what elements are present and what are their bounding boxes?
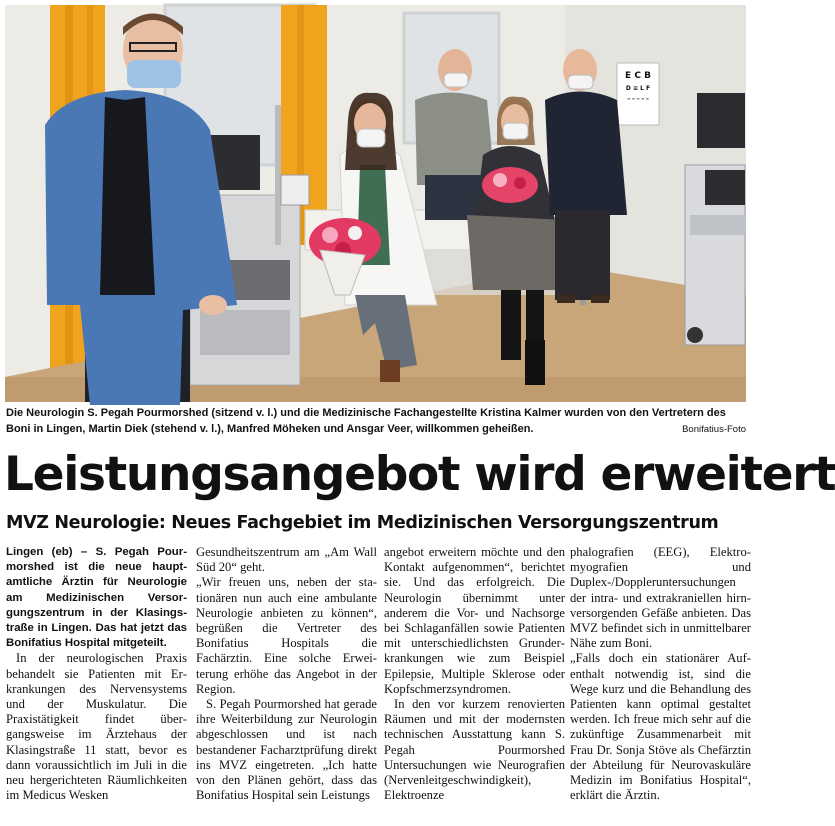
wall-monitor	[697, 93, 745, 148]
article-column-4	[570, 545, 751, 823]
article-column-2	[196, 545, 377, 823]
article-headline: Leistungsangebot wird erweitert	[4, 447, 835, 502]
article-column-1	[6, 545, 187, 823]
caption-text: Die Neurologin S. Pegah Pourmorshed (sitzend v. l.) und die Medizinische Fachangestellte Kristina Kalmer wurden von den Vertretern des Boni in Lingen, Martin Diek (stehend v. l.), Manfred Möheken und Ansgar Veer, willkommen geheißen.	[6, 407, 726, 435]
article-paragraph: Gesundheitszentrum am „Am Wall Süd 20“ geht.	[196, 545, 377, 575]
article-subheadline: MVZ Neurologie: Neues Fachgebiet im Medizinischen Versorgungszentrum	[6, 513, 719, 533]
article-paragraph: angebot erweitern möchte und den Kontakt aufgenommen“, berichtet sie. Und das erfolgreich. Die Neurologin übernimmt unter anderem die Vor- und Nachsorge bei Schlaganfällen sowie Patienten mit unterschiedlichsten Grunderkrankungen wie zum Beispiel Epilepsie, Multiple Sklerose oder Kopfschmerzsyndromen.	[384, 545, 565, 696]
article-lead: Lingen (eb) – S. Pegah Pourmorshed ist die neue hauptamtliche Ärztin für Neurologie am Medizinischen Versorgungszentrum in der Klasingstraße in Lingen. Das hat jetzt das Bonifatius Hospital mitgeteilt.	[6, 546, 187, 650]
article-paragraph: S. Pegah Pourmorshed hat gerade ihre Weiterbildung zur Neurologin abgeschlossen und ist nach bestandener Facharztprüfung direkt ins MVZ eingetreten. „Ich hatte von den Plänen gehört, dass das Bonifatius Hospital sein Leistungs	[196, 697, 377, 803]
article-photo	[5, 5, 746, 402]
article-paragraph: In der neurologischen Praxis behandelt sie Patienten mit Erkrankungen des Nervensystems und der Muskulatur. Die Praxistätigkeit findet übergangsweise im Ärztehaus der Klasingstraße 11 statt, bevor es dann voraussichtlich im Juli in die neu hergerichteten Räumlichkeiten im Medicus Wesken	[6, 651, 187, 803]
article-paragraph: „Wir freuen uns, neben der stationären nun auch eine ambulante Neurologie anbieten zu können“, begrüßen die Vertreter des Bonifatius Hospitals die Fachärztin. Eine solche Erweiterung erhöhe das Angebot in der Region.	[196, 575, 377, 696]
photo-caption	[6, 405, 746, 443]
article-paragraph: „Falls doch ein stationärer Aufenthalt notwendig ist, sind die Wege kurz und die Behandlung des Patienten kann optimal gestaltet werden. Ich freue mich sehr auf die zukünftige Zusammenarbeit mit Frau Dr. Sonja Stöve als Chefärztin der Abteilung für Neurovaskuläre Medizin im Bonifatius Hospital“, erklärt die Ärztin.	[570, 651, 751, 803]
article-column-3	[384, 545, 565, 823]
eye-chart-line-2: D ≡ L F	[625, 85, 651, 92]
article-paragraph: In den vor kurzem renovierten Räumen und mit der modernsten technischen Ausstattung kann S. Pegah Pourmorshed Untersuchungen wie Neurografien (Nervenleitgeschwindigkeit), Elektroenze	[384, 697, 565, 803]
eye-chart-line-3: ≡ ≡ ≡ ≡ ≡	[627, 96, 649, 101]
photo-credit: Bonifatius-Foto	[682, 424, 746, 435]
eye-chart-line-1: E C B	[625, 71, 651, 81]
photo-scene	[5, 5, 746, 402]
article-paragraph: phalografien (EEG), Elektromyografien und Duplex-/Doppleruntersuchungen der intra- und extrakraniellen hirnversorgenden Gefäße anbieten. Das MVZ befindet sich in unmittelbarer Nähe zum Boni.	[570, 545, 751, 651]
